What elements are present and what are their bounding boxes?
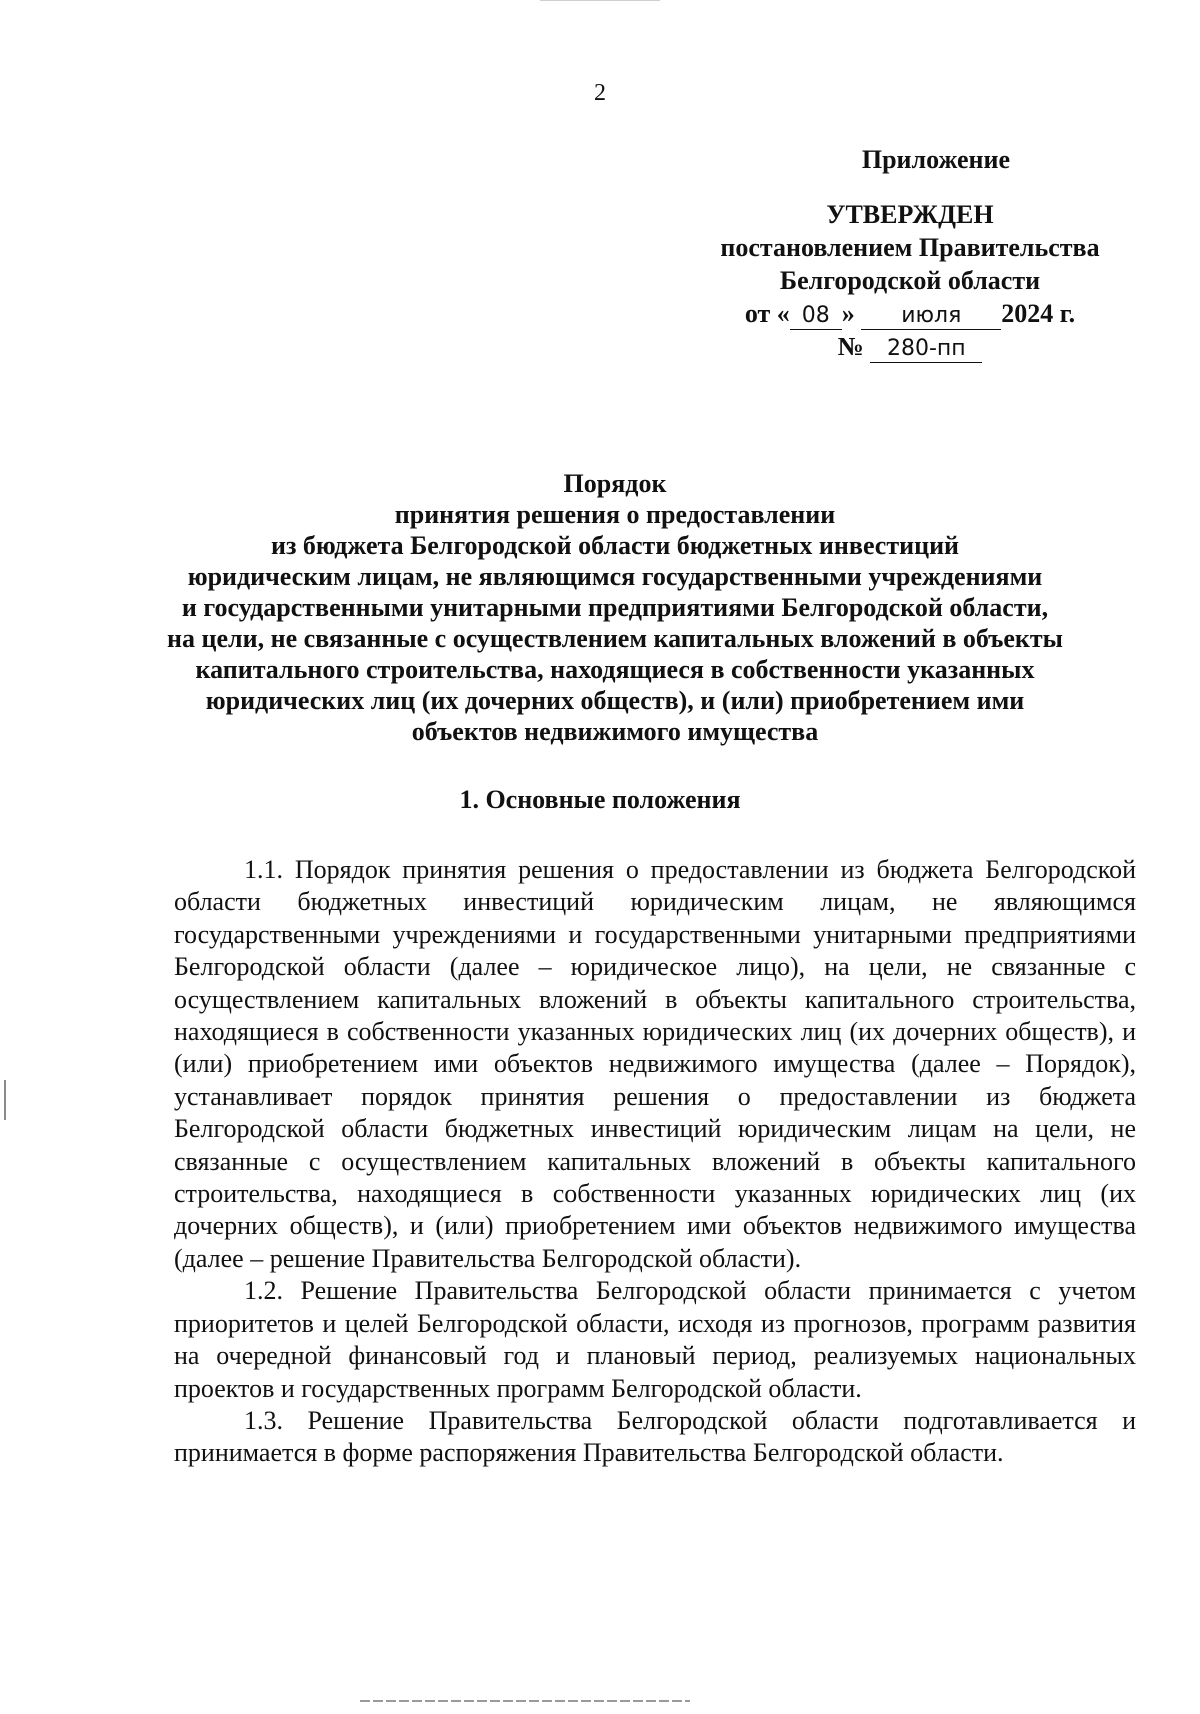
scan-artifact-bottom (360, 1700, 690, 1702)
paragraph-1-2: 1.2. Решение Правительства Белгородской области принимается с учетом приоритетов и целей Белгородской области, исходя из прогнозов, программ развития на очередной финансовый год и плановый период, реализуемых национальных проектов и государственных программ Белгородской области. (174, 1276, 1136, 1403)
date-prefix: от « (744, 299, 790, 328)
date-month-field: июля (861, 303, 1001, 330)
scan-artifact-left (4, 1080, 6, 1120)
title-line: принятия решения о предоставлении (394, 500, 836, 529)
scan-artifact-top (540, 0, 660, 1)
title-line: юридических лиц (их дочерних обществ), и (или) приобретением ими (205, 686, 1025, 715)
title-line: юридическим лицам, не являющимся государственными учреждениями (187, 562, 1043, 591)
paragraph-1-1: 1.1. Порядок принятия решения о предоставлении из бюджета Белгородской области бюджетных инвестиций юридическим лицам, не являющимся государственными учреждениями и государственными унитарными предприятиями Белгородской области (далее – юридическое лицо), на цели, не связанные с осуществлением капитальных вложений в объекты капитального строительства, находящиеся в собственности указанных юридических лиц (их дочерних обществ), и (или) приобретением ими объектов недвижимого имущества (далее – Порядок), устанавливает порядок принятия решения о предоставлении из бюджета Белгородской области бюджетных инвестиций юридическим лицам на цели, не связанные с осуществлением капитальных вложений в объекты капитального строительства, находящиеся в собственности указанных юридических лиц (их дочерних обществ), и (или) приобретением ими объектов недвижимого имущества (далее – решение Правительства Белгородской области). (174, 855, 1136, 1273)
page-number: 2 (594, 80, 606, 106)
approval-number-line (680, 330, 1140, 363)
number-prefix: № (837, 332, 864, 361)
date-mid: » (841, 299, 855, 328)
approval-block (680, 143, 1140, 363)
section-heading: 1. Основные положения (459, 785, 741, 814)
title-line: на цели, не связанные с осуществлением капитальных вложений в объекты (167, 624, 1063, 653)
appendix-label: Приложение (861, 145, 1010, 174)
document-title (150, 468, 1080, 747)
title-line: и государственными унитарными предприятиями Белгородской области, (181, 593, 1049, 622)
title-line: из бюджета Белгородской области бюджетных инвестиций (270, 531, 960, 560)
approval-line-2: Белгородской области (779, 266, 1041, 295)
title-line: Порядок (563, 469, 667, 498)
date-year: 2024 г. (1001, 299, 1076, 328)
title-line: капитального строительства, находящиеся в собственности указанных (195, 655, 1035, 684)
approved-label: УТВЕРЖДЕН (826, 200, 994, 229)
section-body (174, 854, 1136, 1470)
document-number-field: 280-пп (870, 336, 982, 363)
approval-date-line (680, 297, 1140, 330)
date-day-field: 08 (790, 303, 842, 330)
paragraph-1-3: 1.3. Решение Правительства Белгородской области подготавливается и принимается в форме распоряжения Правительства Белгородской области. (174, 1405, 1136, 1468)
title-line: объектов недвижимого имущества (411, 717, 819, 746)
approval-line-1: постановлением Правительства (720, 233, 1100, 262)
